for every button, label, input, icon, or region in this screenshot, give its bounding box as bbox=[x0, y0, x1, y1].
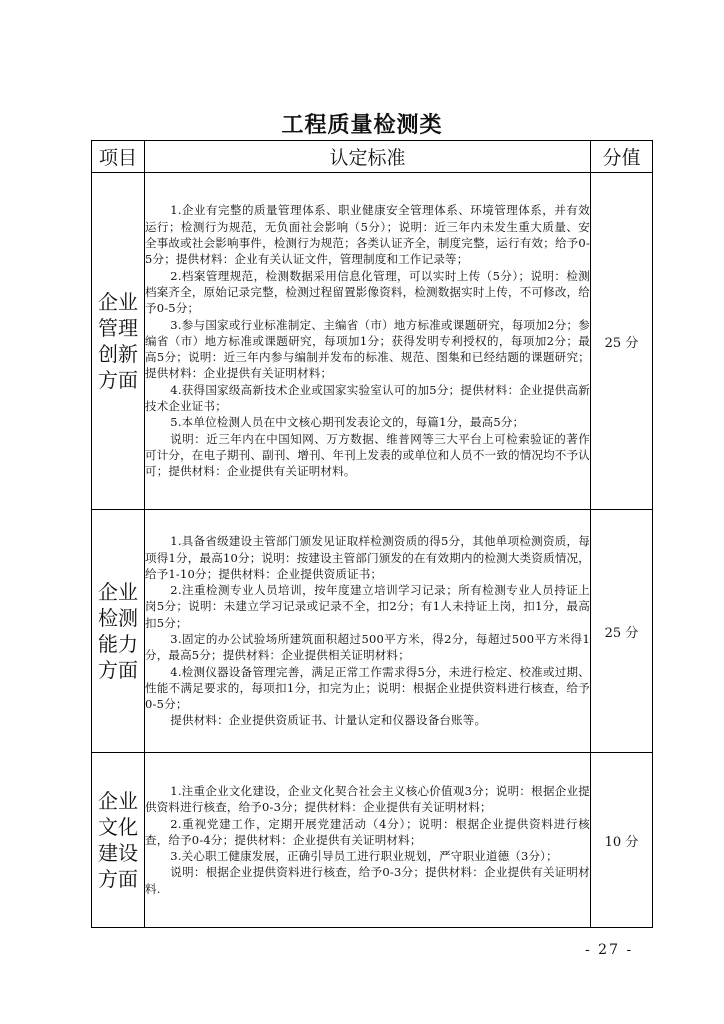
table-header-row bbox=[92, 141, 653, 173]
criteria-table bbox=[91, 140, 653, 928]
table-row bbox=[92, 173, 653, 510]
criteria-paragraph: 提供材料：企业提供资质证书、计量认定和仪器设备台账等。 bbox=[170, 713, 487, 728]
criteria-paragraph: 说明：近三年内在中国知网、万方数据、维普网等三大平台上可检索验证的著作可计分，在电子期刊、副刊、增刊、年刊上发表的或单位和人员不一致的情况均不予认可；提供材料：企业提供有关证明材料。 bbox=[145, 431, 590, 479]
criteria-paragraph: 说明：根据企业提供资料进行核查，给予0-3分；提供材料：企业提供有关证明材料. bbox=[145, 865, 590, 896]
criteria-paragraph: 3.关心职工健康发展，正确引导员工进行职业规划，严守职业道德（3分）； bbox=[170, 849, 558, 864]
row-item-label: 企业文化建设方面 bbox=[92, 753, 145, 928]
criteria-paragraph: 5.本单位检测人员在中文核心期刊发表论文的，每篇1分，最高5分； bbox=[170, 415, 525, 430]
table-row bbox=[92, 753, 653, 928]
criteria-paragraph: 3.固定的办公试验场所建筑面积超过500平方米，得2分，每超过500平方米得1分，最高5分；提供材料：企业提供相关证明材料； bbox=[145, 632, 590, 663]
row-score: 25 分 bbox=[591, 510, 653, 753]
header-score: 分值 bbox=[591, 141, 653, 173]
row-score: 10 分 bbox=[591, 753, 653, 928]
header-item: 项目 bbox=[92, 141, 145, 173]
criteria-paragraph: 4.获得国家级高新技术企业或国家实验室认可的加5分；提供材料：企业提供高新技术企业证书； bbox=[145, 382, 590, 414]
table-row bbox=[92, 510, 653, 753]
row-criteria bbox=[145, 510, 591, 753]
row-item-label: 企业管理创新方面 bbox=[92, 173, 145, 510]
page-title: 工程质量检测类 bbox=[281, 113, 443, 138]
criteria-paragraph: 1.注重企业文化建设，企业文化契合社会主义核心价值观3分；说明：根据企业提供资料进行核查，给予0-3分；提供材料：企业提供有关证明材料； bbox=[145, 783, 590, 815]
row-score: 25 分 bbox=[591, 173, 653, 510]
header-criteria: 认定标准 bbox=[145, 141, 591, 173]
row-item-label: 企业检测能力方面 bbox=[92, 510, 145, 753]
criteria-paragraph: 1.企业有完整的质量管理体系、职业健康安全管理体系、环境管理体系，并有效运行；检测行为规范，无负面社会影响（5分）；说明：近三年内未发生重大质量、安全事故或社会影响事件，检测行为规范；各类认证齐全，制度完整，运行有效；给予0-5分；提供材料：企业有关认证文件，管理制度和工作记录等； bbox=[145, 203, 590, 267]
criteria-paragraph: 4.检测仪器设备管理完善，满足正常工作需求得5分，未进行检定、校准或过期、性能不满足要求的，每项扣1分，扣完为止；说明：根据企业提供资料进行核查，给予0-5分； bbox=[145, 664, 590, 712]
criteria-paragraph: 2.档案管理规范，检测数据采用信息化管理，可以实时上传（5分）；说明：检测档案齐全，原始记录完整，检测过程留置影像资料，检测数据实时上传，不可修改，给予0-5分； bbox=[145, 268, 590, 316]
criteria-paragraph: 2.重视党建工作，定期开展党建活动（4分）；说明：根据企业提供资料进行核查，给予0-4分；提供材料：企业提供有关证明材料； bbox=[145, 816, 590, 847]
page-number: - 27 - bbox=[585, 942, 634, 958]
row-criteria bbox=[145, 753, 591, 928]
row-criteria bbox=[145, 173, 591, 510]
criteria-paragraph: 2.注重检测专业人员培训，按年度建立培训学习记录；所有检测专业人员持证上岗5分；说明：未建立学习记录或记录不全，扣2分；有1人未持证上岗，扣1分，最高扣5分； bbox=[145, 583, 590, 630]
criteria-paragraph: 3.参与国家或行业标准制定、主编省（市）地方标准或课题研究，每项加2分；参编省（市）地方标准或课题研究，每项加1分；获得发明专利授权的，每项加2分；最高5分；说明：近三年内参与编制并发布的标准、规范、图集和已经结题的课题研究；提供材料：企业提供有关证明材料； bbox=[145, 317, 590, 381]
criteria-paragraph: 1.具备省级建设主管部门颁发见证取样检测资质的得5分，其他单项检测资质，每项得1分，最高10分；说明：按建设主管部门颁发的在有效期内的检测大类资质情况，给予1-10分；提供材料：企业提供资质证书； bbox=[145, 534, 590, 581]
